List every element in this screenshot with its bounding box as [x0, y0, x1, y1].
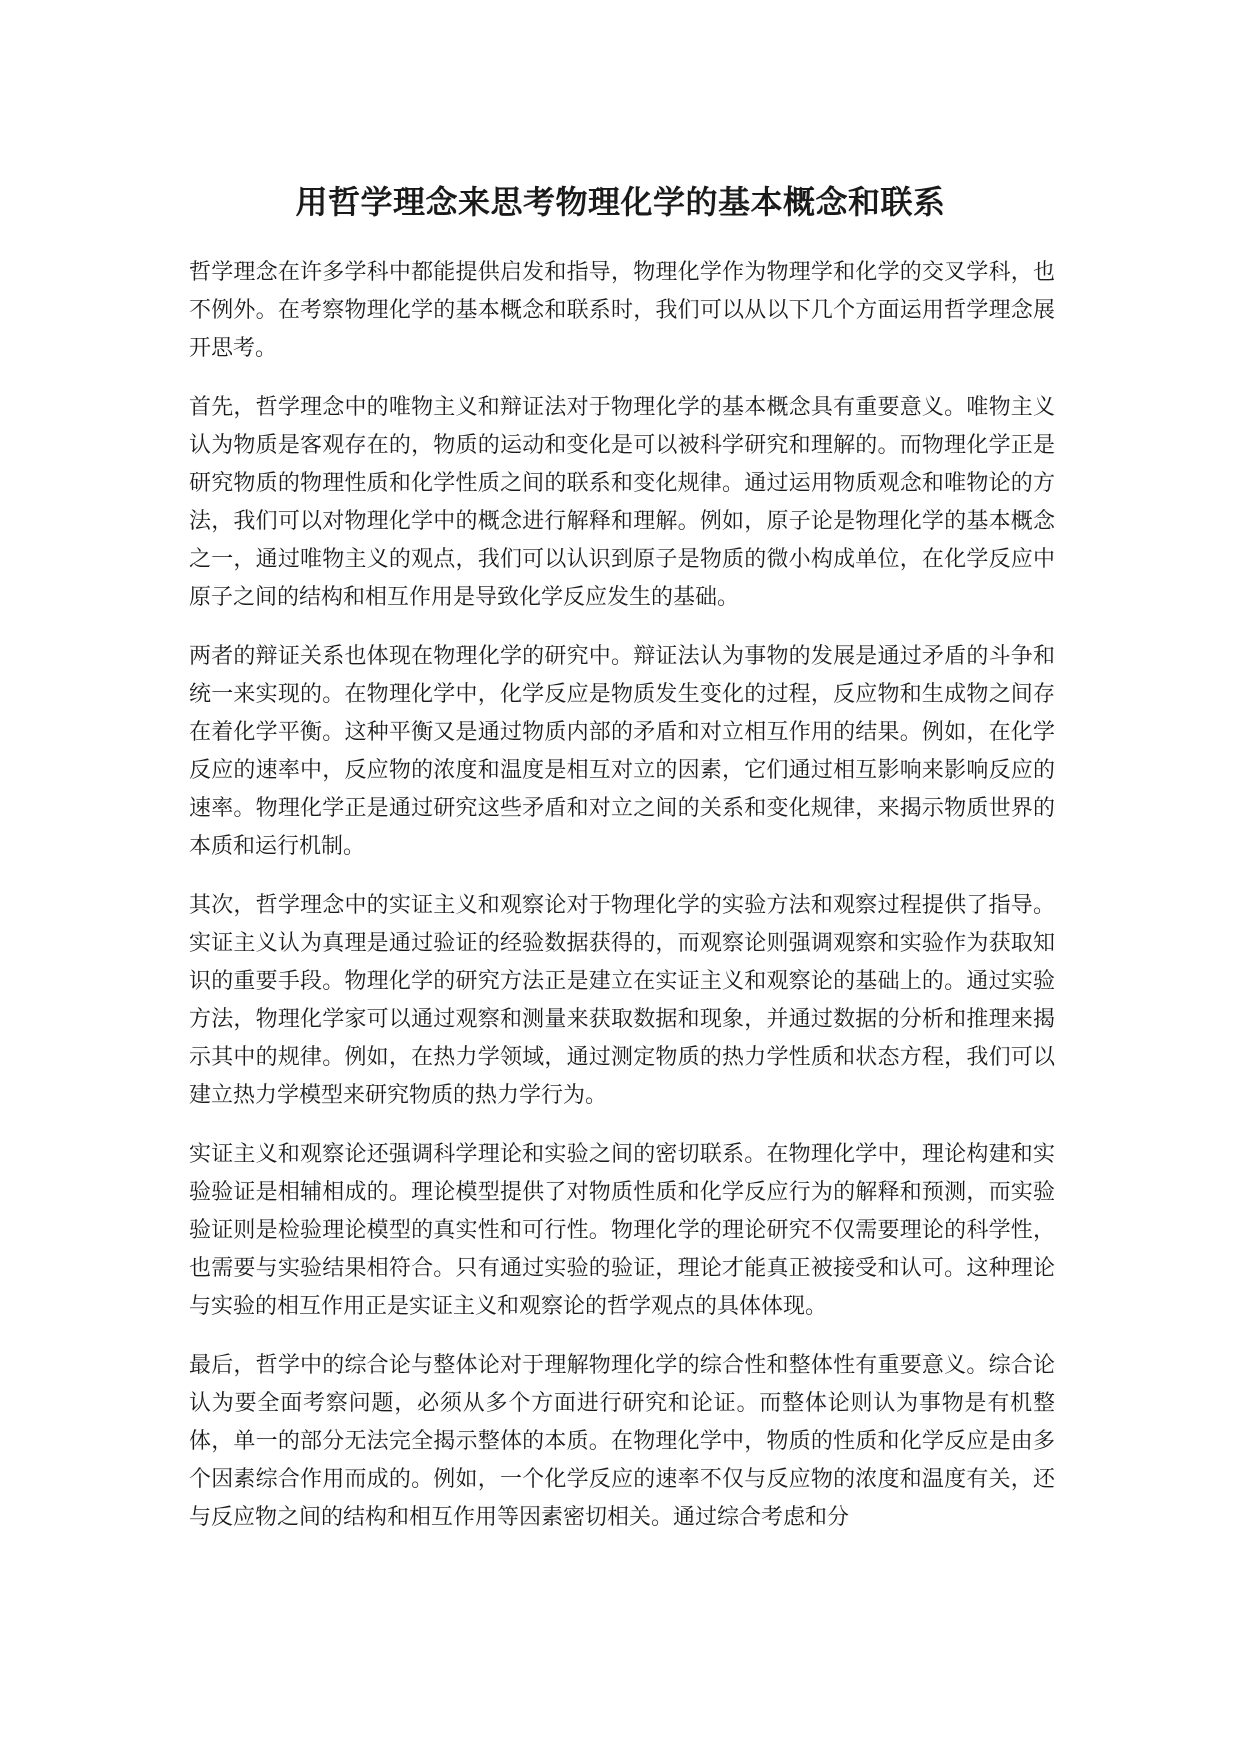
document-body — [189, 254, 1055, 1558]
document-title: 用哲学理念来思考物理化学的基本概念和联系 — [295, 183, 946, 221]
paragraph-holism: 最后，哲学中的综合论与整体论对于理解物理化学的综合性和整体性有重要意义。综合论认为要全面考察问题，必须从多个方面进行研究和论证。而整体论则认为事物是有机整体，单一的部分无法完全揭示整体的本质。在物理化学中，物质的性质和化学反应是由多个因素综合作用而成的。例如，一个化学反应的速率不仅与反应物的浓度和温度有关，还与反应物之间的结构和相互作用等因素密切相关。通过综合考虑和分 — [189, 1353, 1055, 1530]
paragraph-positivism: 其次，哲学理念中的实证主义和观察论对于物理化学的实验方法和观察过程提供了指导。实证主义认为真理是通过验证的经验数据获得的，而观察论则强调观察和实验作为获取知识的重要手段。物理化学的研究方法正是建立在实证主义和观察论的基础上的。通过实验方法，物理化学家可以通过观察和测量来获取数据和现象，并通过数据的分析和推理来揭示其中的规律。例如，在热力学领域，通过测定物质的热力学性质和状态方程，我们可以建立热力学模型来研究物质的热力学行为。 — [189, 893, 1055, 1108]
paragraph-dialectics: 两者的辩证关系也体现在物理化学的研究中。辩证法认为事物的发展是通过矛盾的斗争和统一来实现的。在物理化学中，化学反应是物质发生变化的过程，反应物和生成物之间存在着化学平衡。这种平衡又是通过物质内部的矛盾和对立相互作用的结果。例如，在化学反应的速率中，反应物的浓度和温度是相互对立的因素，它们通过相互影响来影响反应的速率。物理化学正是通过研究这些矛盾和对立之间的关系和变化规律，来揭示物质世界的本质和运行机制。 — [189, 644, 1055, 859]
paragraph-materialism: 首先，哲学理念中的唯物主义和辩证法对于物理化学的基本概念具有重要意义。唯物主义认为物质是客观存在的，物质的运动和变化是可以被科学研究和理解的。而物理化学正是研究物质的物理性质和化学性质之间的联系和变化规律。通过运用物质观念和唯物论的方法，我们可以对物理化学中的概念进行解释和理解。例如，原子论是物理化学的基本概念之一，通过唯物主义的观点，我们可以认识到原子是物质的微小构成单位，在化学反应中原子之间的结构和相互作用是导致化学反应发生的基础。 — [189, 395, 1055, 610]
paragraph-theory-experiment: 实证主义和观察论还强调科学理论和实验之间的密切联系。在物理化学中，理论构建和实验验证是相辅相成的。理论模型提供了对物质性质和化学反应行为的解释和预测，而实验验证则是检验理论模型的真实性和可行性。物理化学的理论研究不仅需要理论的科学性，也需要与实验结果相符合。只有通过实验的验证，理论才能真正被接受和认可。这种理论与实验的相互作用正是实证主义和观察论的哲学观点的具体体现。 — [189, 1142, 1055, 1319]
paragraph-intro: 哲学理念在许多学科中都能提供启发和指导，物理化学作为物理学和化学的交叉学科，也不例外。在考察物理化学的基本概念和联系时，我们可以从以下几个方面运用哲学理念展开思考。 — [189, 260, 1055, 361]
